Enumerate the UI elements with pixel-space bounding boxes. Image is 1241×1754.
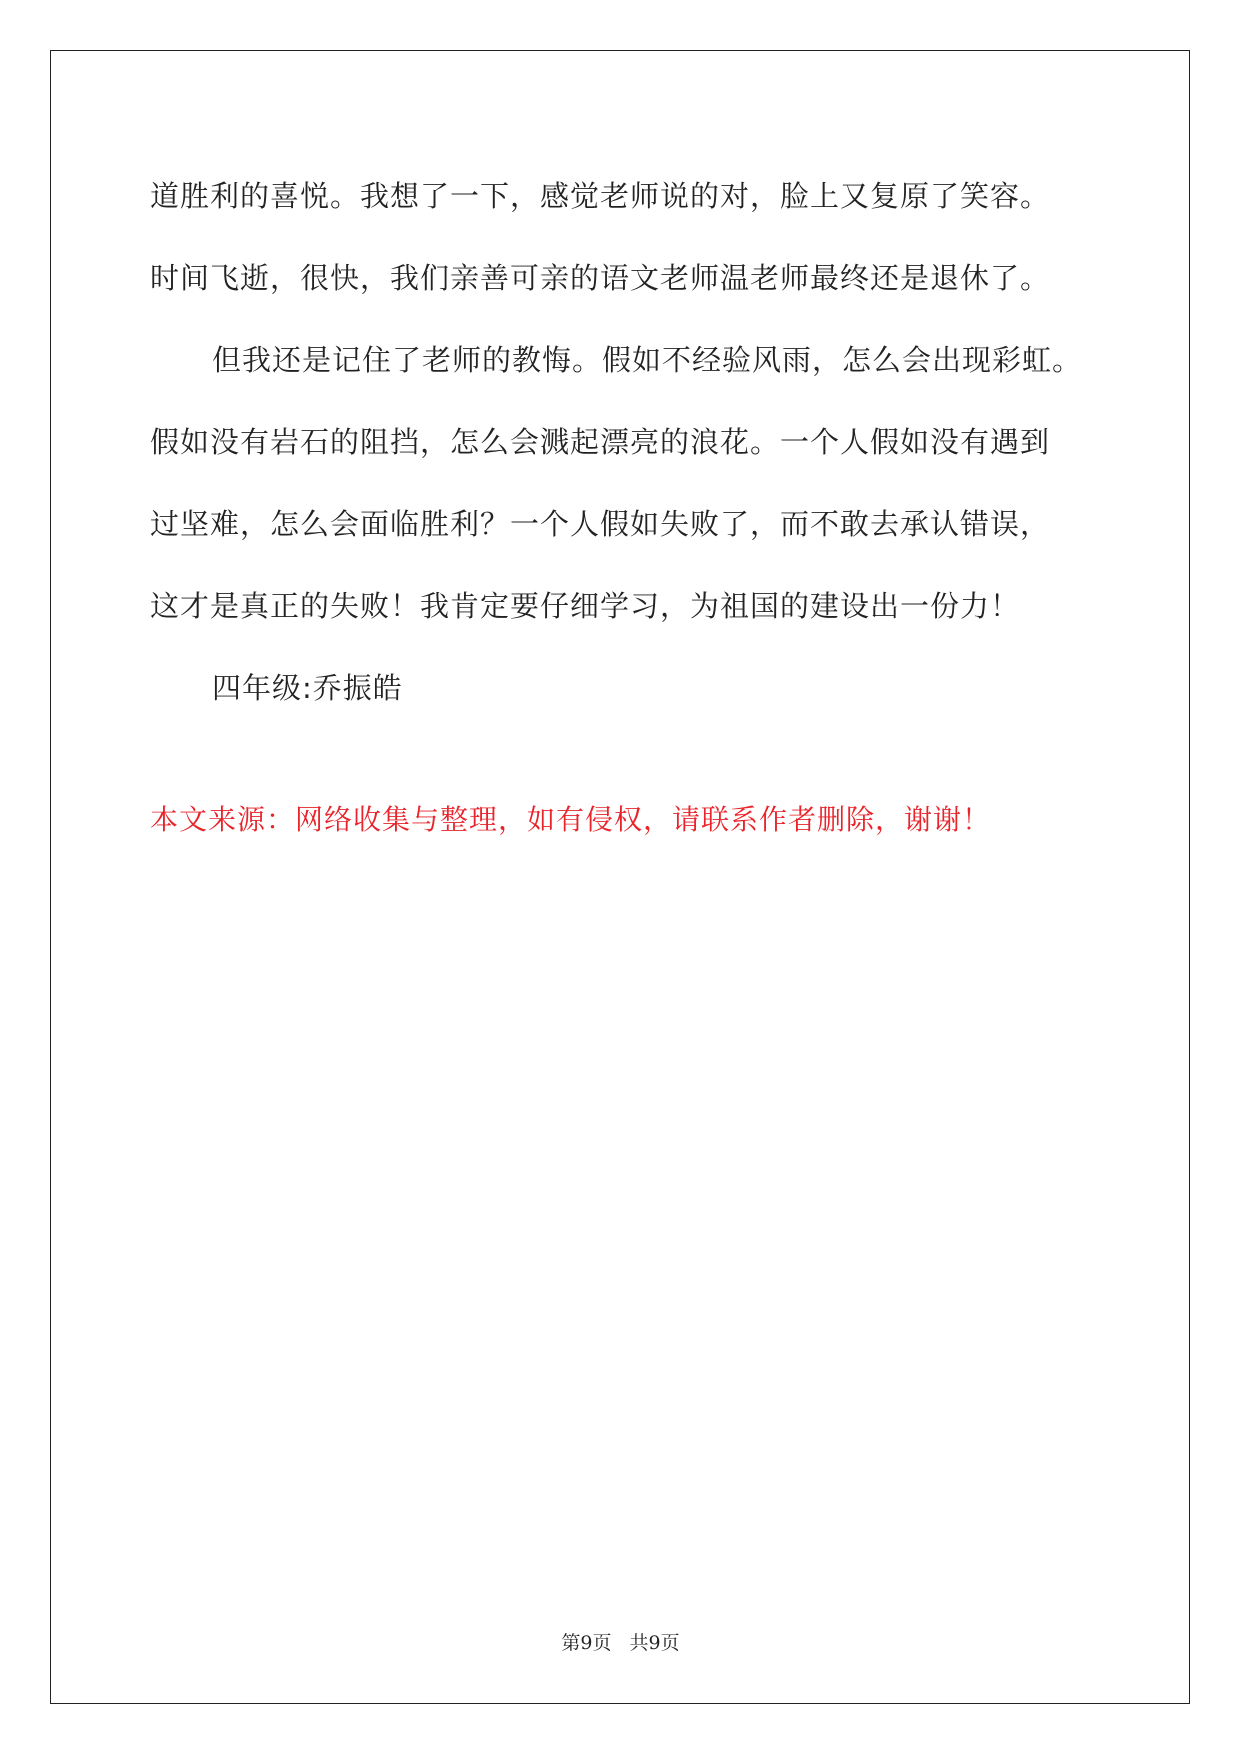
paragraph-line-2: 时间飞逝，很快，我们亲善可亲的语文老师温老师最终还是退休了。 [150,261,1051,295]
page-number-total: 共9页 [629,1632,680,1654]
document-body [150,155,1130,729]
page-number-current: 第9页 [561,1632,612,1654]
paragraph-line-6: 这才是真正的失败！我肯定要仔细学习，为祖国的建设出一份力！ [150,589,1021,623]
page-footer [0,1628,1241,1655]
source-note: 本文来源：网络收集与整理，如有侵权，请联系作者删除，谢谢！ [150,803,992,836]
paragraph-line-3: 但我还是记住了老师的教悔。假如不经验风雨，怎么会出现彩虹。 [212,343,1083,377]
paragraph-line-1: 道胜利的喜悦。我想了一下，感觉老师说的对，脸上又复原了笑容。 [150,179,1051,213]
author-signature: 四年级:乔振皓 [212,671,403,705]
paragraph-line-5: 过坚难，怎么会面临胜利？一个人假如失败了，而不敢去承认错误， [150,507,1051,541]
paragraph-line-4: 假如没有岩石的阻挡，怎么会溅起漂亮的浪花。一个人假如没有遇到 [150,425,1051,459]
